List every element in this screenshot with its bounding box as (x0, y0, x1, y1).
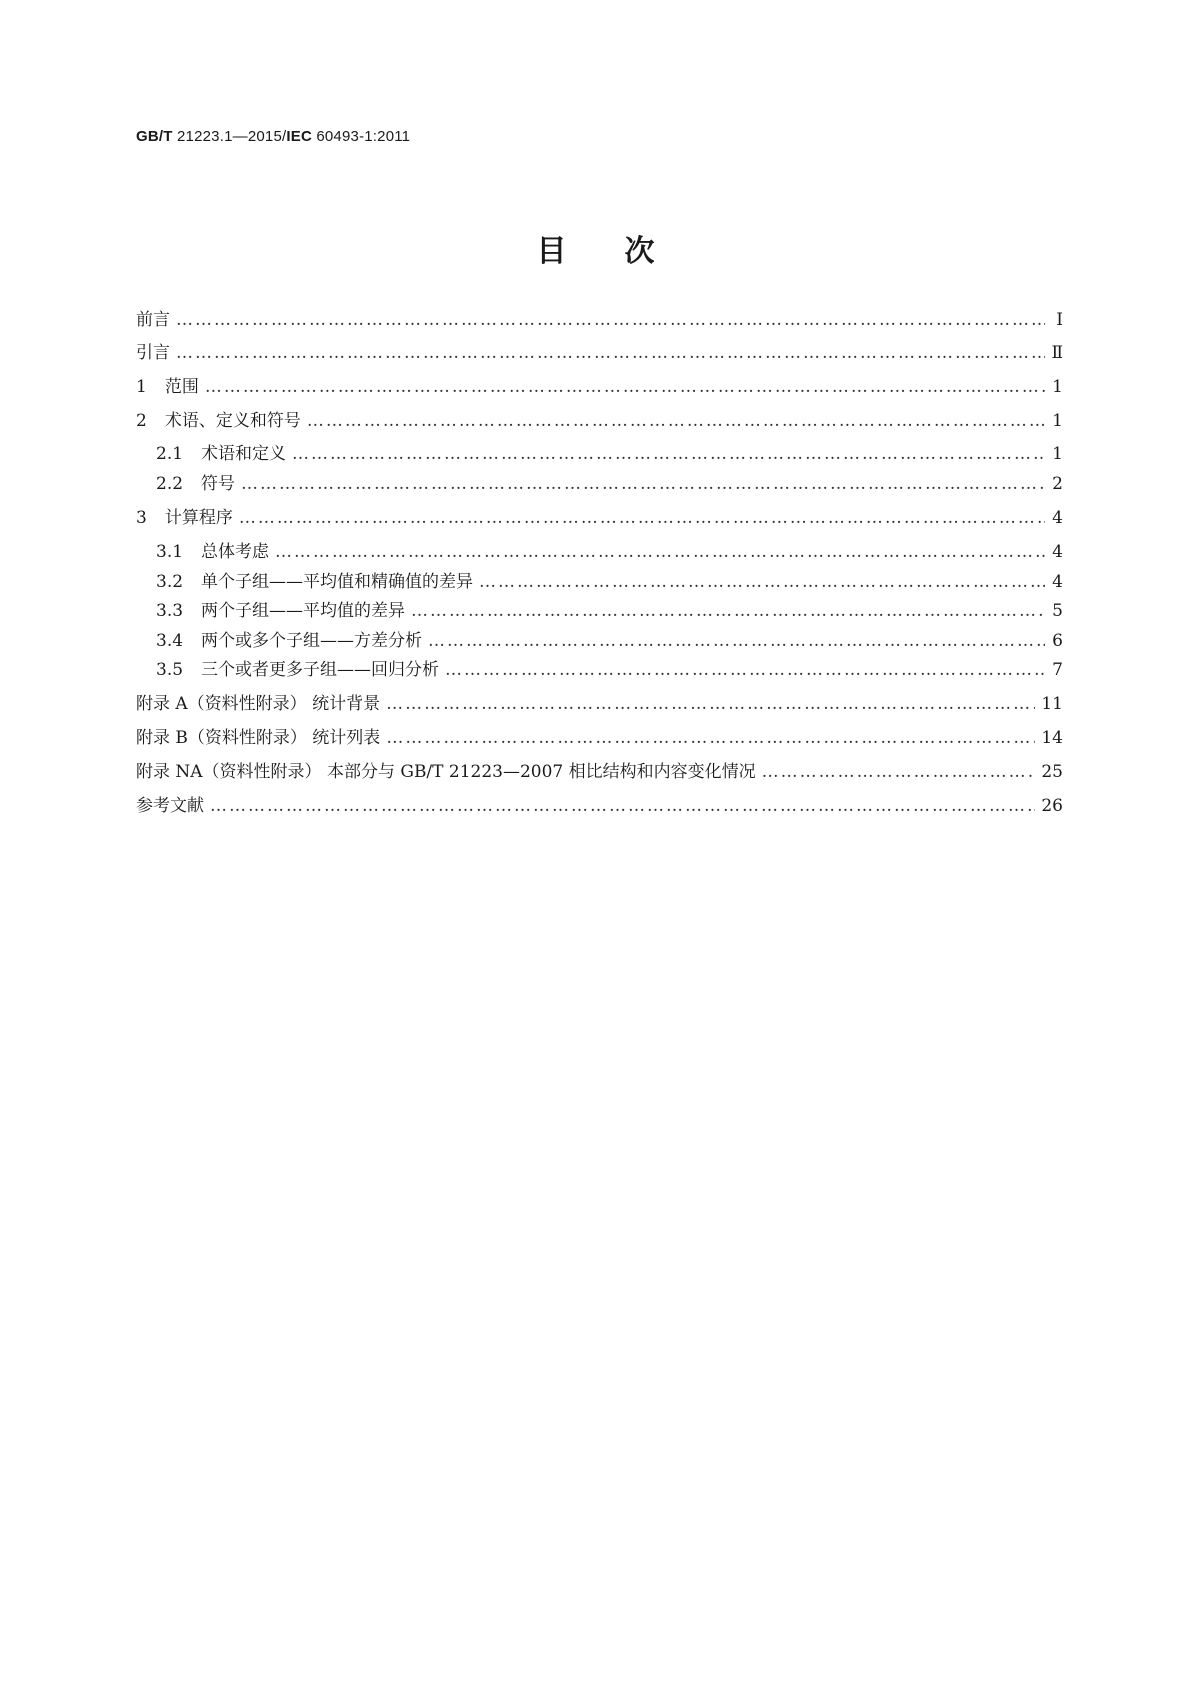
iec-prefix: IEC (286, 128, 312, 145)
toc-entry[interactable] (136, 727, 1063, 749)
toc-entry-page: 6 (1052, 631, 1063, 651)
toc-entry-page: 26 (1041, 796, 1063, 816)
toc-entry-label: 附录 NA（资料性附录） 本部分与 GB/T 21223—2007 相比结构和内容变化情况 (136, 762, 756, 782)
toc-entry-page: Ⅱ (1051, 343, 1063, 363)
toc-title: 目次 (536, 234, 713, 269)
toc-entry[interactable] (156, 473, 1063, 495)
toc-leader-dots (176, 342, 1045, 364)
toc-entry-page: 14 (1041, 728, 1063, 748)
toc-entry-label: 引言 (136, 343, 170, 363)
toc-entry-number: 1 (136, 377, 147, 397)
toc-entry-page: 25 (1041, 762, 1063, 782)
toc-entry[interactable] (136, 761, 1063, 783)
toc-leader-dots (307, 410, 1045, 432)
toc-entry-number: 2 (136, 411, 147, 431)
toc-leader-dots (445, 659, 1045, 681)
toc-leader-dots (176, 309, 1045, 331)
toc-entry-number: 3 (136, 508, 147, 528)
toc-entry-number: 3.5 (156, 660, 184, 680)
toc-entry[interactable] (136, 376, 1063, 398)
toc-entry-label: 总体考虑 (201, 542, 270, 562)
toc-entry-label: 范围 (164, 377, 199, 397)
toc-leader-dots (386, 693, 1035, 715)
toc-entry-page: 4 (1052, 572, 1063, 592)
toc-entry-page: 1 (1052, 377, 1063, 397)
toc-entry-page: 7 (1052, 660, 1063, 680)
toc-leader-dots (205, 376, 1045, 398)
toc-entry-number: 3.2 (156, 572, 184, 592)
toc-entry-page: Ⅰ (1056, 310, 1063, 330)
std-number: 21223.1—2015/ (172, 128, 287, 145)
toc-entry-label: 计算程序 (164, 508, 233, 528)
toc-entry-page: 1 (1052, 444, 1063, 464)
toc-entry-number: 3.1 (156, 542, 184, 562)
toc-entry-label: 术语和定义 (201, 444, 287, 464)
toc-entry[interactable] (136, 693, 1063, 715)
toc-entry-number: 3.3 (156, 601, 184, 621)
toc-entry[interactable] (136, 342, 1063, 364)
toc-entry[interactable] (136, 795, 1063, 817)
toc-entry-page: 1 (1052, 411, 1063, 431)
toc-entry-number: 2.1 (156, 444, 184, 464)
toc-leader-dots (275, 541, 1045, 563)
toc-leader-dots (241, 473, 1045, 495)
toc-leader-dots (411, 600, 1045, 622)
toc-entry-number: 2.2 (156, 474, 184, 494)
toc-entry-page: 11 (1041, 694, 1063, 714)
toc-entry[interactable] (136, 410, 1063, 432)
standard-number-header (136, 128, 410, 145)
toc-entry-label: 单个子组——平均值和精确值的差异 (201, 572, 474, 592)
toc-entry-label: 三个或者更多子组——回归分析 (201, 660, 440, 680)
toc-entry-label: 符号 (201, 474, 236, 494)
toc-entry-label: 附录 A（资料性附录） 统计背景 (136, 694, 381, 714)
toc-entry-label: 术语、定义和符号 (164, 411, 301, 431)
toc-entry-page: 4 (1052, 542, 1063, 562)
toc-leader-dots (239, 507, 1045, 529)
toc-entry[interactable] (156, 630, 1063, 652)
toc-entry[interactable] (156, 659, 1063, 681)
toc-entry-page: 5 (1052, 601, 1063, 621)
std-prefix: GB/T (136, 128, 173, 145)
toc-leader-dots (386, 727, 1035, 749)
toc-entry-number: 3.4 (156, 631, 184, 651)
toc-entry[interactable] (156, 571, 1063, 593)
toc-entry[interactable] (156, 443, 1063, 465)
toc-entry-page: 2 (1052, 474, 1063, 494)
toc-leader-dots (210, 795, 1035, 817)
toc-entry-label: 附录 B（资料性附录） 统计列表 (136, 728, 381, 748)
toc-entry-label: 参考文献 (136, 796, 204, 816)
toc-leader-dots (292, 443, 1045, 465)
toc-entry[interactable] (136, 507, 1063, 529)
toc-entry[interactable] (156, 600, 1063, 622)
iec-number: 60493-1:2011 (311, 128, 411, 145)
toc-entry-label: 两个子组——平均值的差异 (201, 601, 406, 621)
toc-entry[interactable] (156, 541, 1063, 563)
toc-entry-label: 两个或多个子组——方差分析 (201, 631, 423, 651)
toc-entry-page: 4 (1052, 508, 1063, 528)
toc-leader-dots (428, 630, 1045, 652)
toc-entry-label: 前言 (136, 310, 170, 330)
toc-leader-dots (479, 571, 1045, 593)
toc-entry[interactable] (136, 309, 1063, 331)
toc-leader-dots (762, 761, 1036, 783)
